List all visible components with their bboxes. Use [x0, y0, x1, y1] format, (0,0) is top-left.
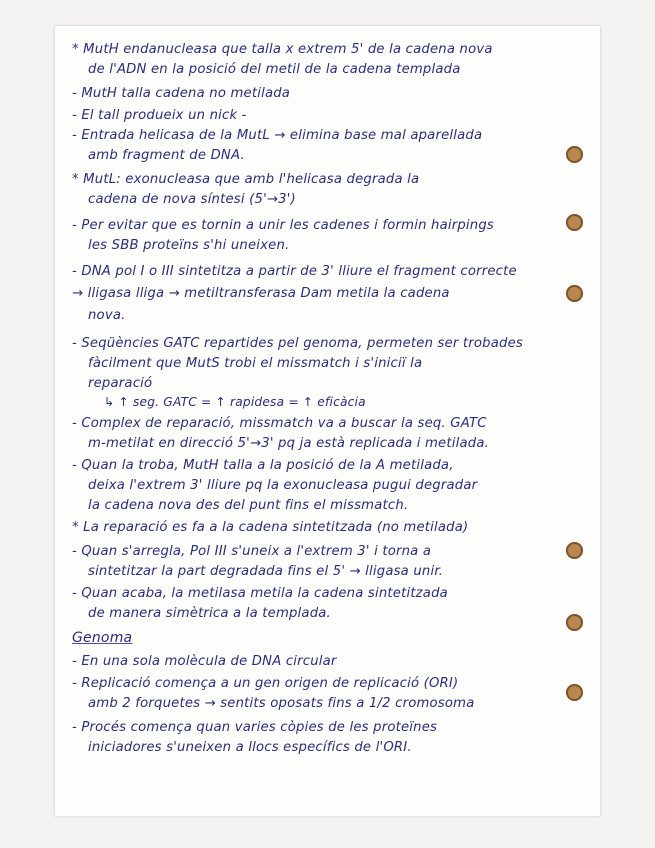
note-line: reparació [88, 376, 153, 391]
note-line: ↳ ↑ seg. GATC = ↑ rapidesa = ↑ eficàcia [104, 395, 366, 409]
note-line: → lligasa lliga → metiltransferasa Dam metila la cadena [72, 286, 450, 301]
note-line: - Per evitar que es tornin a unir les cadenes i formin hairpings [72, 218, 494, 233]
note-line: sintetitzar la part degradada fins el 5' → lligasa unir. [88, 564, 444, 579]
note-line: nova. [88, 308, 126, 323]
note-line: la cadena nova des del punt fins el missmatch. [88, 498, 409, 513]
note-line: - Procés comença quan varies còpies de les proteïnes [72, 720, 438, 735]
note-line: - Complex de reparació, missmatch va a buscar la seq. GATC [72, 416, 487, 431]
note-line: - MutH talla cadena no metilada [72, 86, 291, 101]
note-line: - Entrada helicasa de la MutL → elimina base mal aparellada [72, 128, 483, 143]
note-line: * MutL: exonucleasa que amb l'helicasa degrada la [72, 172, 420, 187]
note-line: - Quan acaba, la metilasa metila la cadena sintetitzada [72, 586, 448, 601]
note-line: amb fragment de DNA. [88, 148, 245, 163]
note-line: de l'ADN en la posició del metil de la cadena templada [88, 62, 461, 77]
note-line: iniciadores s'uneixen a llocs específics de l'ORI. [88, 740, 412, 755]
note-line: - Seqüències GATC repartides pel genoma, permeten ser trobades [72, 336, 523, 351]
note-line: - Quan s'arregla, Pol III s'uneix a l'extrem 3' i torna a [72, 544, 432, 559]
note-line: amb 2 forquetes → sentits oposats fins a 1/2 cromosoma [88, 696, 475, 711]
note-line: - Replicació comença a un gen origen de replicació (ORI) [72, 676, 459, 691]
note-line: deixa l'extrem 3' lliure pq la exonucleasa pugui degradar [88, 478, 478, 493]
note-line: - El tall produeix un nick - [72, 108, 247, 123]
note-line: m-metilat en direcció 5'→3' pq ja està replicada i metilada. [88, 436, 489, 451]
note-line: - DNA pol I o III sintetitza a partir de 3' lliure el fragment correcte [72, 264, 517, 279]
note-line: cadena de nova síntesi (5'→3') [88, 192, 296, 207]
note-line: - En una sola molècula de DNA circular [72, 654, 337, 669]
section-heading: Genoma [72, 630, 133, 646]
note-line: * MutH endanucleasa que talla x extrem 5' de la cadena nova [72, 42, 493, 57]
note-line: de manera simètrica a la templada. [88, 606, 331, 621]
note-line: - Quan la troba, MutH talla a la posició de la A metilada, [72, 458, 454, 473]
note-line: fàcilment que MutS trobi el missmatch i s'iniciï la [88, 356, 423, 371]
note-line: les SBB proteïns s'hi uneixen. [88, 238, 290, 253]
note-line: * La reparació es fa a la cadena sintetitzada (no metilada) [72, 520, 469, 535]
